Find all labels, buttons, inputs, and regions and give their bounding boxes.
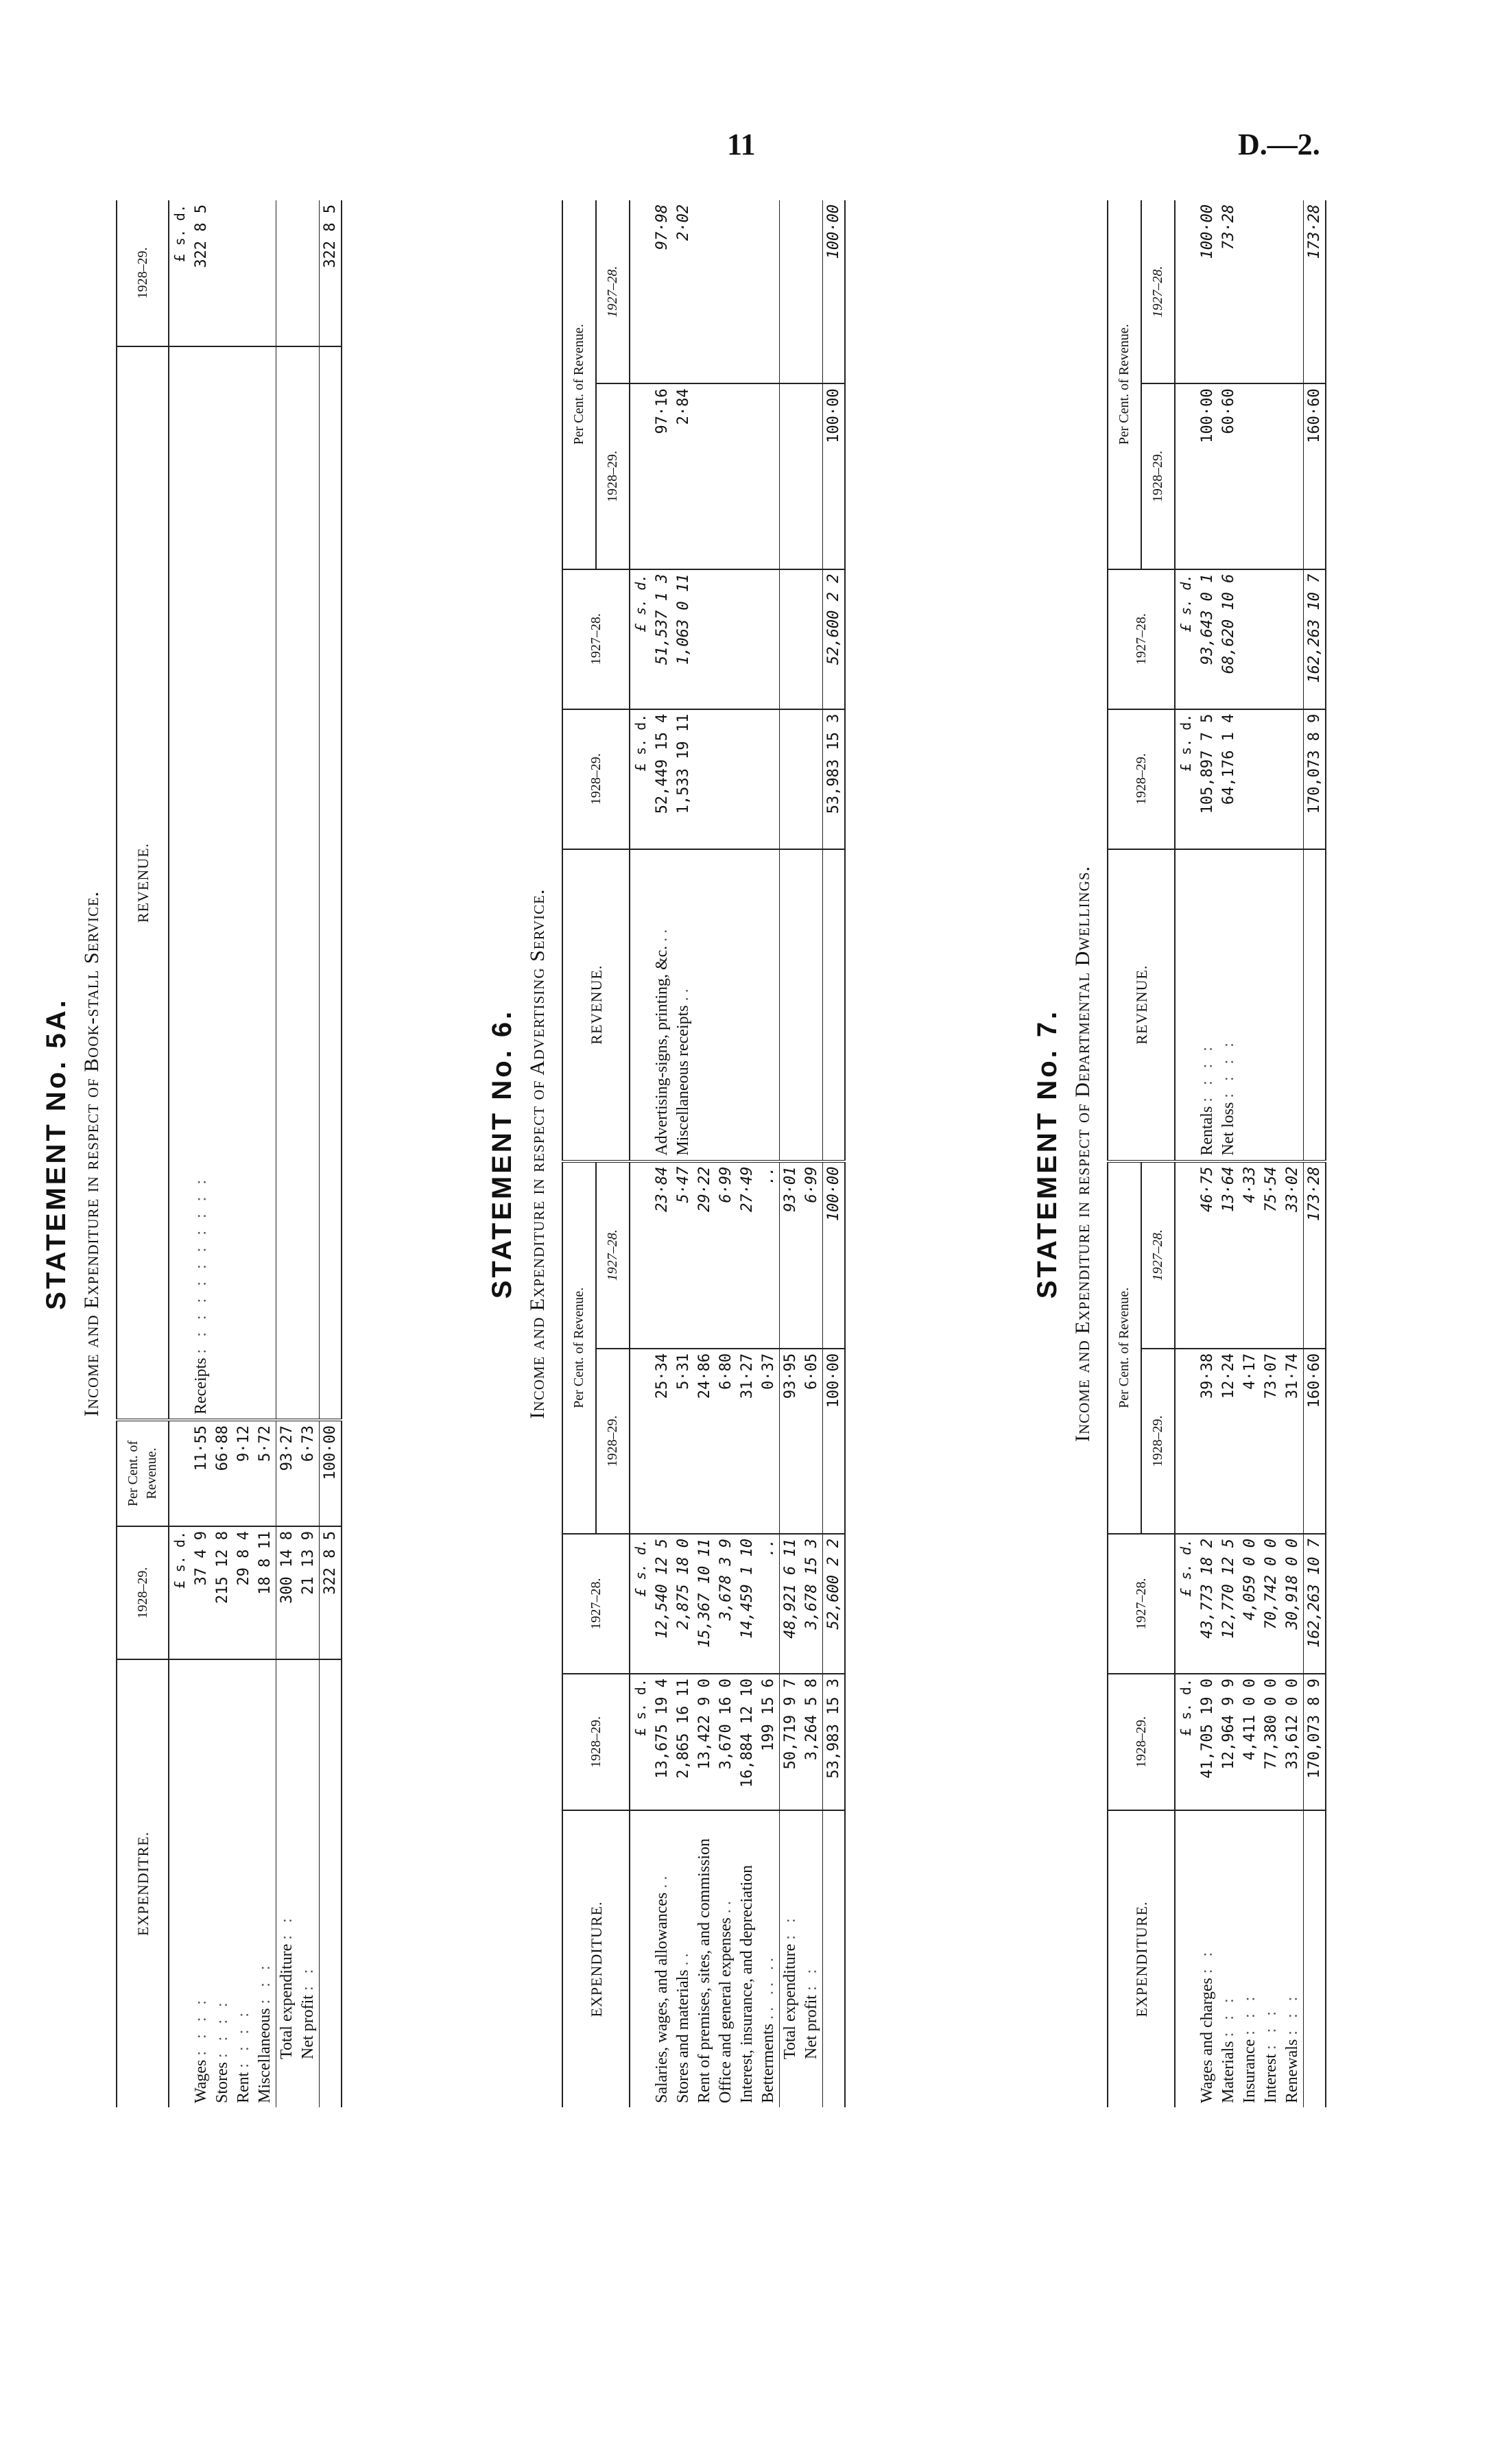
percent-1928: 0·37: [758, 1349, 780, 1534]
net-profit-percent-1928: 6·05: [801, 1349, 823, 1534]
amount-1927: ..: [758, 1534, 780, 1674]
total-percent-1927: 93·01: [780, 1161, 802, 1349]
table-row: Insurance : : : 4,411 0 0 4,059 0 0 4·17 4·33: [1239, 200, 1261, 2107]
percent-1927: 29·22: [694, 1161, 715, 1349]
statement-6-table: [562, 200, 846, 2107]
amount-1927: 14,459 1 10: [737, 1534, 758, 1674]
revenue-total-percent-1928: 100·00: [823, 383, 846, 569]
amount-1928: 41,705 19 0: [1197, 1674, 1218, 1810]
grand-total-1928: 53,983 15 3: [823, 1674, 846, 1810]
revenue-total-1928: 53,983 15 3: [823, 709, 846, 849]
amount-1928: 199 15 6: [758, 1674, 780, 1810]
amount-1927: 12,540 12 5: [652, 1534, 673, 1674]
percent-header: Per Cent. of Revenue.: [562, 200, 596, 569]
amount-1928: 3,670 16 0: [715, 1674, 737, 1810]
percent-1928: 4·17: [1239, 1349, 1261, 1534]
statement-5a-subtitle: Income and Expenditure in respect of Book-stall Service.: [80, 890, 103, 1417]
percent-1927: 6·99: [715, 1161, 737, 1349]
percent-1927: 75·54: [1261, 1161, 1282, 1349]
row-label: Renewals: [1283, 2039, 1301, 2103]
amount-1928: 16,884 12 10: [737, 1674, 758, 1810]
net-profit-1928: 3,264 5 8: [801, 1674, 823, 1810]
grand-total-percent: 100·00: [320, 1420, 342, 1526]
amount-1928: 2,865 16 11: [673, 1674, 694, 1810]
row-label: Office and general expenses: [717, 1917, 735, 2103]
total-amount: 300 14 8: [276, 1526, 298, 1659]
percent-1928: 6·80: [715, 1349, 737, 1534]
percent-header: Per Cent. of Revenue.: [1108, 1161, 1141, 1534]
revenue-label: Miscellaneous receipts: [674, 1005, 692, 1156]
table-row: Miscellaneous : : : 18 8 11 5·72: [254, 200, 276, 2107]
amount-1927: 43,773 18 2: [1197, 1534, 1218, 1674]
percent: 9·12: [233, 1420, 254, 1526]
net-profit-row: Net profit : : 3,264 5 8 3,678 15 3 6·05 6·99: [801, 200, 823, 2107]
revenue-amount-1928: 1,533 19 11: [673, 709, 694, 849]
net-profit-label: Net profit: [802, 1995, 820, 2059]
revenue-percent-1928: 60·60: [1218, 383, 1239, 569]
grand-total-percent-1928: 100·00: [823, 1349, 846, 1534]
percent-1928: 5·31: [673, 1349, 694, 1534]
percent-1928: 31·27: [737, 1349, 758, 1534]
revenue-amount-1928: 105,897 7 5: [1197, 709, 1218, 849]
percent-1928: 31·74: [1282, 1349, 1304, 1534]
year-header: 1928–29.: [562, 709, 630, 849]
revenue-percent-1927: 100·00: [1197, 200, 1218, 383]
year-header: 1927–28.: [1108, 1534, 1175, 1674]
amount: 37 4 9: [191, 1526, 212, 1659]
amount-1928: 13,422 9 0: [694, 1674, 715, 1810]
revenue-amount: 322 8 5: [191, 200, 212, 346]
year-header: 1928–29.: [117, 1526, 169, 1659]
percent-1927: 5·47: [673, 1161, 694, 1349]
row-label: Wages and charges: [1198, 1978, 1216, 2103]
units: £ s. d.: [1175, 1674, 1197, 1810]
statement-5a-title: STATEMENT No. 5A.: [41, 997, 71, 1310]
year-header: 1927–28.: [562, 569, 630, 709]
net-profit-label: Net profit: [299, 1995, 317, 2059]
revenue-label: Receipts: [192, 1358, 210, 1414]
percent-header: Per Cent. of Revenue.: [562, 1161, 596, 1534]
revenue-percent-1927: 73·28: [1218, 200, 1239, 383]
grand-total-row: [1304, 200, 1326, 2107]
revenue-total-amount: 322 8 5: [320, 200, 342, 346]
table-row: Wages and charges : : 41,705 19 0 43,773 18 2 39·38 46·75 Rentals : : : : 105,897 7 5 93,643 0 1 100·00 100·00: [1197, 200, 1218, 2107]
revenue-total-percent-1928: 160·60: [1304, 383, 1326, 569]
units: £ s. d.: [1175, 709, 1197, 849]
row-label: Betterments: [759, 2024, 777, 2103]
revenue-amount-1927: 68,620 10 6: [1218, 569, 1239, 709]
percent-1928: 12·24: [1218, 1349, 1239, 1534]
total-amount-1928: 50,719 9 7: [780, 1674, 802, 1810]
statement-6-title: STATEMENT No. 6.: [487, 1008, 517, 1299]
revenue-amount-1927: 51,537 1 3: [652, 569, 673, 709]
expenditure-header: EXPENDITRE.: [117, 1659, 169, 2107]
table-row: Materials : : : 12,964 9 9 12,770 12 5 12·24 13·64 Net loss : : : : 64,176 1 4 68,620 10 6 60·60 73·28: [1218, 200, 1239, 2107]
revenue-total-percent-1927: 100·00: [823, 200, 846, 383]
percent-1928: 73·07: [1261, 1349, 1282, 1534]
total-label: Total expenditure: [278, 1943, 296, 2059]
amount-1927: 3,678 3 9: [715, 1534, 737, 1674]
row-label: Miscellaneous: [256, 2008, 274, 2103]
percent-1927: 27·49: [737, 1161, 758, 1349]
grand-total-percent-1927: 173·28: [1304, 1161, 1326, 1349]
revenue-percent-1927: 97·98: [652, 200, 673, 383]
document-code: D.—2.: [1238, 128, 1320, 161]
units: £ s. d.: [630, 1674, 652, 1810]
table-row: [694, 200, 715, 2107]
percent-year-header: 1928–29.: [1141, 1349, 1175, 1534]
row-label: Materials: [1219, 2041, 1237, 2103]
statement-5a: [41, 200, 453, 2107]
row-label: Rent of premises, sites, and commission: [695, 1838, 713, 2103]
row-label: Insurance: [1241, 2039, 1259, 2103]
grand-total-percent-1928: 160·60: [1304, 1349, 1326, 1534]
units: £ s. d.: [169, 1526, 191, 1659]
amount-1927: 30,918 0 0: [1282, 1534, 1304, 1674]
percent-year-header: 1927–28.: [596, 1161, 630, 1349]
revenue-amount-1928: 52,449 15 4: [652, 709, 673, 849]
table-row: Interest : : : 77,380 0 0 70,742 0 0 73·07 75·54: [1261, 200, 1282, 2107]
percent-year-header: 1928–29.: [596, 383, 630, 569]
year-header: 1927–28.: [562, 1534, 630, 1674]
page-number: 11: [727, 128, 756, 161]
revenue-total-percent-1927: 173·28: [1304, 200, 1326, 383]
amount-1928: 33,612 0 0: [1282, 1674, 1304, 1810]
units: £ s. d.: [630, 569, 652, 709]
grand-total-amount: 322 8 5: [320, 1526, 342, 1659]
revenue-percent-1927: 2·02: [673, 200, 694, 383]
revenue-header: REVENUE.: [562, 849, 630, 1161]
percent-1927: 4·33: [1239, 1161, 1261, 1349]
percent: 11·55: [191, 1420, 212, 1526]
table-row: Rent : : : : 29 8 4 9·12: [233, 200, 254, 2107]
percent-1927: 13·64: [1218, 1161, 1239, 1349]
amount-1928: 4,411 0 0: [1239, 1674, 1261, 1810]
expenditure-header: EXPENDITURE.: [562, 1810, 630, 2107]
percent: 5·72: [254, 1420, 276, 1526]
revenue-percent-1928: 97·16: [652, 383, 673, 569]
total-percent: 93·27: [276, 1420, 298, 1526]
grand-total-row: [823, 200, 846, 2107]
table-row: Renewals : : : 33,612 0 0 30,918 0 0 31·74 33·02: [1282, 200, 1304, 2107]
revenue-total-1927: 52,600 2 2: [823, 569, 846, 709]
total-row: Total expenditure : : 300 14 8 93·27: [276, 200, 298, 2107]
units: £ s. d.: [630, 709, 652, 849]
amount-1927: 70,742 0 0: [1261, 1534, 1282, 1674]
amount-1927: 4,059 0 0: [1239, 1534, 1261, 1674]
year-header: 1927–28.: [1108, 569, 1175, 709]
amount-1927: 2,875 18 0: [673, 1534, 694, 1674]
revenue-label: Advertising-signs, printing, &c.: [653, 945, 671, 1156]
amount-1928: 12,964 9 9: [1218, 1674, 1239, 1810]
row-label: Stores and materials: [674, 1969, 692, 2103]
revenue-total-1927: 162,263 10 7: [1304, 569, 1326, 709]
row-label: Interest: [1262, 2054, 1280, 2103]
year-header: 1928–29.: [562, 1674, 630, 1810]
percent-1928: 24·86: [694, 1349, 715, 1534]
percent-year-header: 1928–29.: [596, 1349, 630, 1534]
row-label: Stores: [213, 2062, 231, 2103]
net-profit-percent: 6·73: [298, 1420, 320, 1526]
percent: 66·88: [212, 1420, 233, 1526]
revenue-header: REVENUE.: [1108, 849, 1175, 1161]
year-header: 1928–29.: [1108, 1674, 1175, 1810]
percent-1928: 25·34: [652, 1349, 673, 1534]
row-label: Salaries, wages, and allowances: [653, 1892, 671, 2103]
amount-1927: 12,770 12 5: [1218, 1534, 1239, 1674]
revenue-amount-1928: 64,176 1 4: [1218, 709, 1239, 849]
percent-1927: 33·02: [1282, 1161, 1304, 1349]
units: £ s. d.: [1175, 1534, 1197, 1674]
grand-total-1927: 52,600 2 2: [823, 1534, 846, 1674]
statement-6-subtitle: Income and Expenditure in respect of Advertising Service.: [526, 888, 549, 1419]
grand-total-1928: 170,073 8 9: [1304, 1674, 1326, 1810]
amount-1928: 13,675 19 4: [652, 1674, 673, 1810]
percent-header: Per Cent. of Revenue.: [1108, 200, 1141, 569]
percent-header: Per Cent. of Revenue.: [117, 1420, 169, 1526]
statement-6: [487, 200, 994, 2107]
total-percent-1928: 93·95: [780, 1349, 802, 1534]
table-row: Stores : : : : 215 12 8 66·88: [212, 200, 233, 2107]
units: £ s. d.: [630, 1534, 652, 1674]
revenue-total-1928: 170,073 8 9: [1304, 709, 1326, 849]
total-row: Total expenditure : : 50,719 9 7 48,921 6 11 93·95 93·01: [780, 200, 802, 2107]
table-row: Stores and materials .. 2,865 16 11 2,875 18 0 5·31 5·47 Miscellaneous receipts .. 1,533 19 11 1,063 0 11 2·84 2·02: [673, 200, 694, 2107]
revenue-year-header: 1928–29.: [117, 200, 169, 346]
amount-1927: 15,367 10 11: [694, 1534, 715, 1674]
statement-7-table: [1107, 200, 1326, 2107]
table-row: Betterments .. .. .. 199 15 6 .. 0·37 ..: [758, 200, 780, 2107]
units: £ s. d.: [1175, 569, 1197, 709]
amount: 29 8 4: [233, 1526, 254, 1659]
expenditure-header: EXPENDITURE.: [1108, 1810, 1175, 2107]
row-label: Rent: [235, 2072, 252, 2103]
statement-7-title: STATEMENT No. 7.: [1032, 1008, 1062, 1299]
grand-total-percent-1927: 100·00: [823, 1161, 846, 1349]
percent-1927: 46·75: [1197, 1161, 1218, 1349]
statement-7-subtitle: Income and Expenditure in respect of Departmental Dwellings.: [1071, 865, 1094, 1443]
units: £ s. d.: [169, 200, 191, 346]
percent-year-header: 1927–28.: [596, 200, 630, 383]
revenue-header: REVENUE.: [117, 346, 169, 1420]
net-profit-1927: 3,678 15 3: [801, 1534, 823, 1674]
percent-year-header: 1927–28.: [1141, 200, 1175, 383]
table-row: Office and general expenses .. 3,670 16 0 3,678 3 9 6·80 6·99: [715, 200, 737, 2107]
revenue-percent-1928: 100·00: [1197, 383, 1218, 569]
revenue-percent-1928: 2·84: [673, 383, 694, 569]
percent-year-header: 1928–29.: [1141, 383, 1175, 569]
year-header: 1928–29.: [1108, 709, 1175, 849]
percent-year-header: 1927–28.: [1141, 1161, 1175, 1349]
net-profit-row: Net profit : : 21 13 9 6·73: [298, 200, 320, 2107]
net-profit-percent-1927: 6·99: [801, 1161, 823, 1349]
table-row: [737, 200, 758, 2107]
grand-total-1927: 162,263 10 7: [1304, 1534, 1326, 1674]
amount-1928: 77,380 0 0: [1261, 1674, 1282, 1810]
total-label: Total expenditure: [781, 1943, 799, 2059]
total-amount-1927: 48,921 6 11: [780, 1534, 802, 1674]
percent-1927: ..: [758, 1161, 780, 1349]
revenue-amount-1927: 93,643 0 1: [1197, 569, 1218, 709]
net-profit-amount: 21 13 9: [298, 1526, 320, 1659]
revenue-label: Net loss: [1219, 1102, 1237, 1156]
row-label: Wages: [192, 2059, 210, 2103]
statement-5a-table: [116, 200, 342, 2107]
table-row: Salaries, wages, and allowances .. 13,675 19 4 12,540 12 5 25·34 23·84 Advertising-signs, printing, &c. .. 52,449 15 4 51,537 1 3 97·16 97·98: [652, 200, 673, 2107]
grand-total-row: [320, 200, 342, 2107]
amount: 215 12 8: [212, 1526, 233, 1659]
row-label: Interest, insurance, and depreciation: [738, 1864, 756, 2103]
table-row: Wages : : : : 37 4 9 11·55 Receipts : : : : : : : : : : : 322 8 5: [191, 200, 212, 2107]
percent-1927: 23·84: [652, 1161, 673, 1349]
amount: 18 8 11: [254, 1526, 276, 1659]
percent-1928: 39·38: [1197, 1349, 1218, 1534]
statement-7: [1032, 200, 1464, 2107]
revenue-amount-1927: 1,063 0 11: [673, 569, 694, 709]
revenue-label: Rentals: [1198, 1106, 1216, 1156]
